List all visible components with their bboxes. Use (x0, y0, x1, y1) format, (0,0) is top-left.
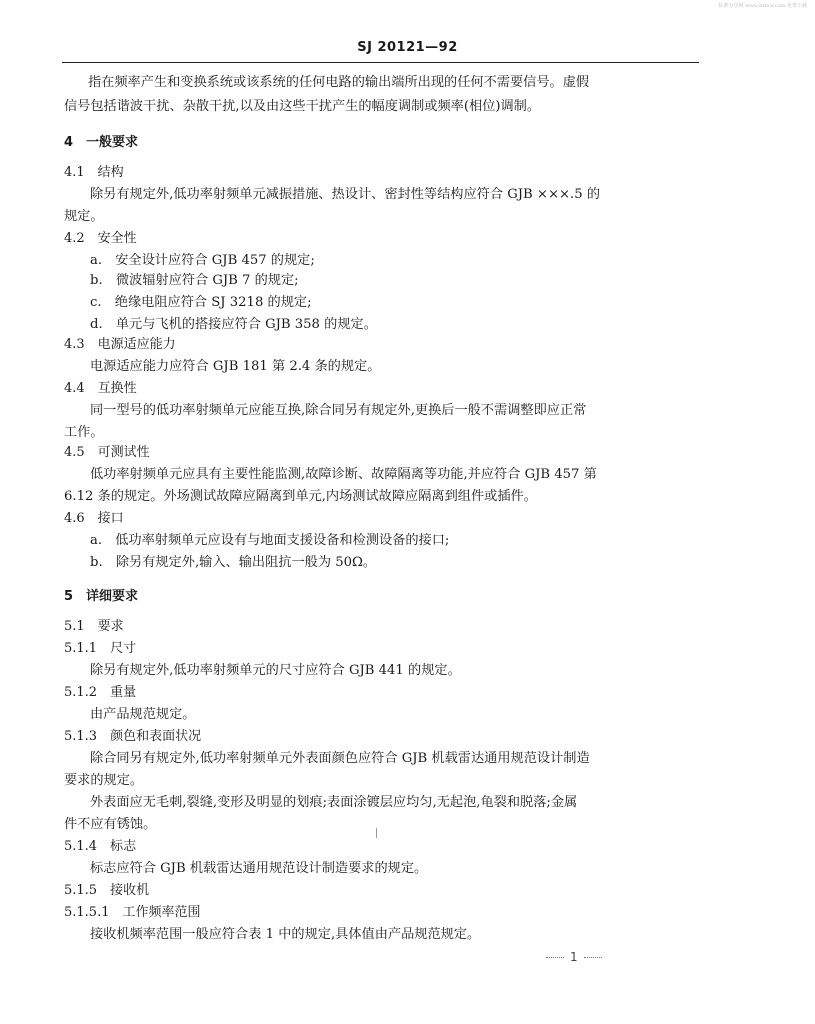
header-rule (62, 62, 699, 63)
clause-heading-4-2: 4.2 安全性 (64, 231, 137, 246)
clause-heading-4-3: 4.3 电源适应能力 (64, 337, 176, 352)
section-heading-5: 5 详细要求 (64, 589, 139, 604)
clause-heading-5-1-4: 5.1.4 标志 (64, 839, 137, 854)
body-paragraph-line: 信号包括谐波干扰、杂散干扰,以及由这些干扰产生的幅度调制或频率(相位)调制。 (64, 99, 541, 114)
clause-heading-4-6: 4.6 接口 (64, 511, 124, 526)
body-paragraph-line: 规定。 (64, 209, 104, 224)
body-paragraph-line: 标志应符合 GJB 机载雷达通用规范设计制造要求的规定。 (90, 861, 428, 876)
body-paragraph-line: 电源适应能力应符合 GJB 181 第 2.4 条的规定。 (90, 359, 381, 374)
page-number: 1 (570, 950, 578, 964)
body-paragraph-line: 除合同另有规定外,低功率射频单元外表面颜色应符合 GJB 机载雷达通用规范设计制造 (90, 751, 590, 766)
body-paragraph-line: 低功率射频单元应具有主要性能监测,故障诊断、故障隔离等功能,并应符合 GJB 457 第 (90, 467, 597, 482)
document-code-header: SJ 20121—92 (357, 40, 458, 55)
body-paragraph-line: 指在频率产生和变换系统或该系统的任何电路的输出端所出现的任何不需要信号。虚假 (88, 75, 590, 90)
clause-heading-5-1-3: 5.1.3 颜色和表面状况 (64, 729, 202, 744)
body-paragraph-line: 由产品规范规定。 (90, 707, 196, 722)
clause-heading-4-5: 4.5 可测试性 (64, 445, 150, 460)
section-heading-4: 4 一般要求 (64, 135, 139, 150)
body-paragraph-line: 外表面应无毛刺,裂缝,变形及明显的划痕;表面涂镀层应均匀,无起泡,龟裂和脱落;金属 (90, 795, 578, 810)
clause-heading-5-1-5-1: 5.1.5.1 工作频率范围 (64, 905, 201, 920)
scan-speck (376, 828, 377, 838)
clause-heading-5-1-5: 5.1.5 接收机 (64, 883, 150, 898)
body-paragraph-line: 同一型号的低功率射频单元应能互换,除合同另有规定外,更换后一般不需调整即应正常 (90, 403, 587, 418)
body-paragraph-line: 件不应有锈蚀。 (64, 817, 157, 832)
body-paragraph-line: 工作。 (64, 425, 104, 440)
page-footer (540, 950, 608, 964)
list-item: d. 单元与飞机的搭接应符合 GJB 358 的规定。 (90, 317, 377, 332)
clause-heading-5-1-1: 5.1.1 尺寸 (64, 641, 137, 656)
list-item: b. 微波辐射应符合 GJB 7 的规定; (90, 273, 299, 288)
watermark-text: 标准分享网 www.bzfxw.com 免费下载 (718, 3, 807, 9)
list-item: a. 安全设计应符合 GJB 457 的规定; (90, 253, 315, 268)
footer-dash-right (584, 957, 602, 958)
footer-dash-left (546, 957, 564, 958)
body-paragraph-line: 除另有规定外,低功率射频单元的尺寸应符合 GJB 441 的规定。 (90, 663, 461, 678)
clause-heading-5-1: 5.1 要求 (64, 619, 124, 634)
list-item: c. 绝缘电阻应符合 SJ 3218 的规定; (90, 295, 312, 310)
body-paragraph-line: 除另有规定外,低功率射频单元减振措施、热设计、密封性等结构应符合 GJB ×××.5 的 (90, 187, 601, 202)
clause-heading-4-4: 4.4 互换性 (64, 381, 137, 396)
clause-heading-5-1-2: 5.1.2 重量 (64, 685, 137, 700)
list-item: b. 除另有规定外,输入、输出阻抗一般为 50Ω。 (90, 555, 377, 570)
body-paragraph-line: 要求的规定。 (64, 773, 144, 788)
body-paragraph-line: 接收机频率范围一般应符合表 1 中的规定,具体值由产品规范规定。 (90, 927, 481, 942)
clause-heading-4-1: 4.1 结构 (64, 165, 124, 180)
list-item: a. 低功率射频单元应设有与地面支援设备和检测设备的接口; (90, 533, 450, 548)
body-paragraph-line: 6.12 条的规定。外场测试故障应隔离到单元,内场测试故障应隔离到组件或插件。 (64, 489, 537, 504)
